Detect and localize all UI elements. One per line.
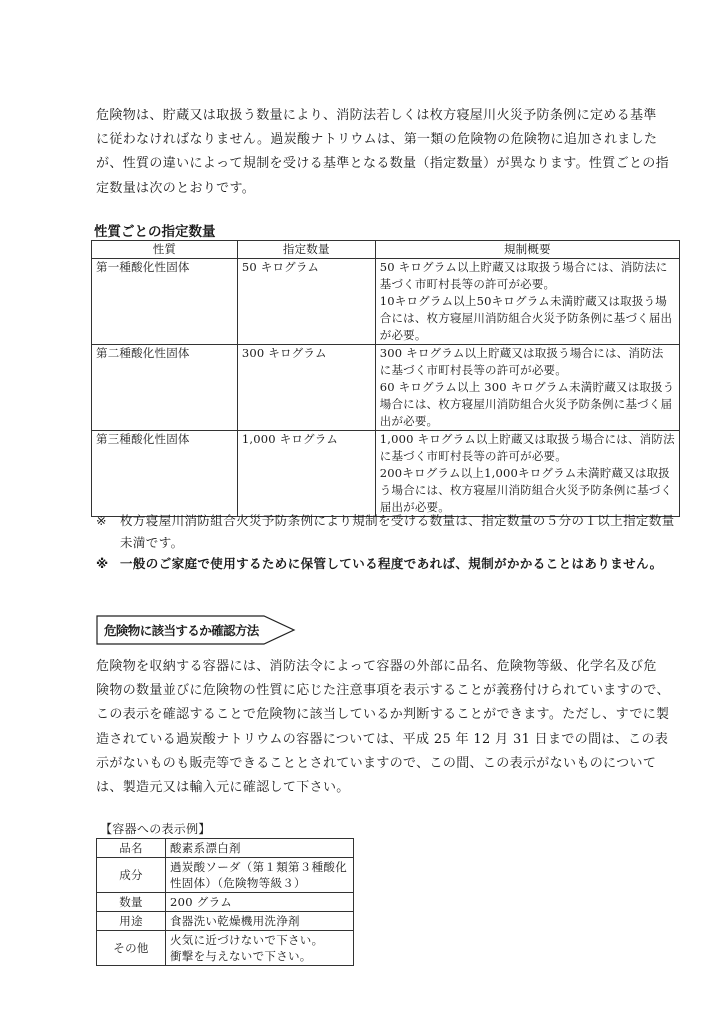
label-key: その他 xyxy=(97,931,166,966)
label-key: 品名 xyxy=(97,839,166,858)
label-value-line: 衝撃を与えないで下さい。 xyxy=(170,949,312,963)
cell-summary xyxy=(375,259,679,345)
label-value: 食器洗い乾燥機用洗浄剤 xyxy=(166,912,354,931)
header-quantity: 指定数量 xyxy=(237,241,375,259)
label-key: 用途 xyxy=(97,912,166,931)
banner-title: 危険物に該当するか確認方法 xyxy=(104,623,259,638)
note-text: 一般のご家庭で使用するために保管している程度であれば、規制がかかることはありません。 xyxy=(120,556,663,571)
table-row xyxy=(92,259,680,345)
arrow-banner xyxy=(96,612,296,648)
table-header-row xyxy=(92,241,680,259)
label-value: 過炭酸ソーダ（第１類第３種酸化性固体）（危険物等級３） xyxy=(166,858,354,893)
table-row xyxy=(97,912,354,931)
summary-notification: 60 キログラム以上 300 キログラム未満貯蔵又は取扱う場合には、枚方寝屋川消防組合火災予防条例に基づく届出が必要。 xyxy=(379,380,675,428)
table-row xyxy=(92,345,680,431)
summary-notification: 200キログラム以上1,000キログラム未満貯蔵又は取扱う場合には、枚方寝屋川消防組合火災予防条例に基づく届出が必要。 xyxy=(379,466,673,514)
label-value xyxy=(166,931,354,966)
designated-quantity-table xyxy=(91,240,680,517)
header-summary: 規制概要 xyxy=(375,241,679,259)
cell-quantity: 1,000 キログラム xyxy=(237,431,375,517)
note-mark: ※ xyxy=(96,556,109,571)
label-key: 成分 xyxy=(97,858,166,893)
section-heading-designated-quantity: 性質ごとの指定数量 xyxy=(94,224,216,240)
cell-summary xyxy=(375,345,679,431)
label-value: 酸素系漂白剤 xyxy=(166,839,354,858)
cell-quantity: 50 キログラム xyxy=(237,259,375,345)
note-mark: ※ xyxy=(96,513,107,528)
cell-summary xyxy=(375,431,679,517)
table-row xyxy=(97,858,354,893)
cell-property: 第二種酸化性固体 xyxy=(92,345,238,431)
label-check-paragraph: 危険物を収納する容器には、消防法令によって容器の外部に品名、危険物等級、化学名及び危険物の数量並びに危険物の性質に応じた注意事項を表示することが義務付けられていますので、この表示を確認することで危険物に該当しているか判断することができます。ただし、すでに製造されている過炭酸ナトリウムの容器については、平成 25 年 12 月 31 日までの間は、この表示がないものも販売等できることとされていますので、この間、この表示がないものについては、製造元又は輸入元に確認して下さい。 xyxy=(96,659,670,796)
summary-permit: 300 キログラム以上貯蔵又は取扱う場合には、消防法に基づく市町村長等の許可が必要。 xyxy=(379,346,664,377)
cell-quantity: 300 キログラム xyxy=(237,345,375,431)
cell-property: 第三種酸化性固体 xyxy=(92,431,238,517)
intro-paragraph: 危険物は、貯蔵又は取扱う数量により、消防法若しくは枚方寝屋川火災予防条例に定める基準に従わなければなりません。過炭酸ナトリウムは、第一類の危険物の危険物に追加されましたが、性質の違いによって規制を受ける基準となる数量（指定数量）が異なります。性質ごとの指定数量は次のとおりです。 xyxy=(96,108,670,196)
cell-property: 第一種酸化性固体 xyxy=(92,259,238,345)
note-household xyxy=(96,553,680,575)
summary-permit: 1,000 キログラム以上貯蔵又は取扱う場合には、消防法に基づく市町村長等の許可が必要。 xyxy=(379,432,675,463)
note-threshold xyxy=(96,510,680,554)
label-key: 数量 xyxy=(97,893,166,912)
note-text: 枚方寝屋川消防組合火災予防条例により規制を受ける数量は、指定数量の５分の１以上指定数量未満です。 xyxy=(120,513,675,550)
table-row xyxy=(97,839,354,858)
label-value: 200 グラム xyxy=(166,893,354,912)
summary-permit: 50 キログラム以上貯蔵又は取扱う場合には、消防法に基づく市町村長等の許可が必要。 xyxy=(379,260,668,291)
label-value-line: 火気に近づけないで下さい。 xyxy=(170,933,324,947)
table-row xyxy=(92,431,680,517)
table-row xyxy=(97,931,354,966)
label-example-table xyxy=(96,838,354,966)
header-property: 性質 xyxy=(92,241,238,259)
summary-notification: 10キログラム以上50キログラム未満貯蔵又は取扱う場合には、枚方寝屋川消防組合火災予防条例に基づく届出が必要。 xyxy=(379,294,673,342)
label-example-caption: 【容器への表示例】 xyxy=(100,822,211,836)
table-row xyxy=(97,893,354,912)
